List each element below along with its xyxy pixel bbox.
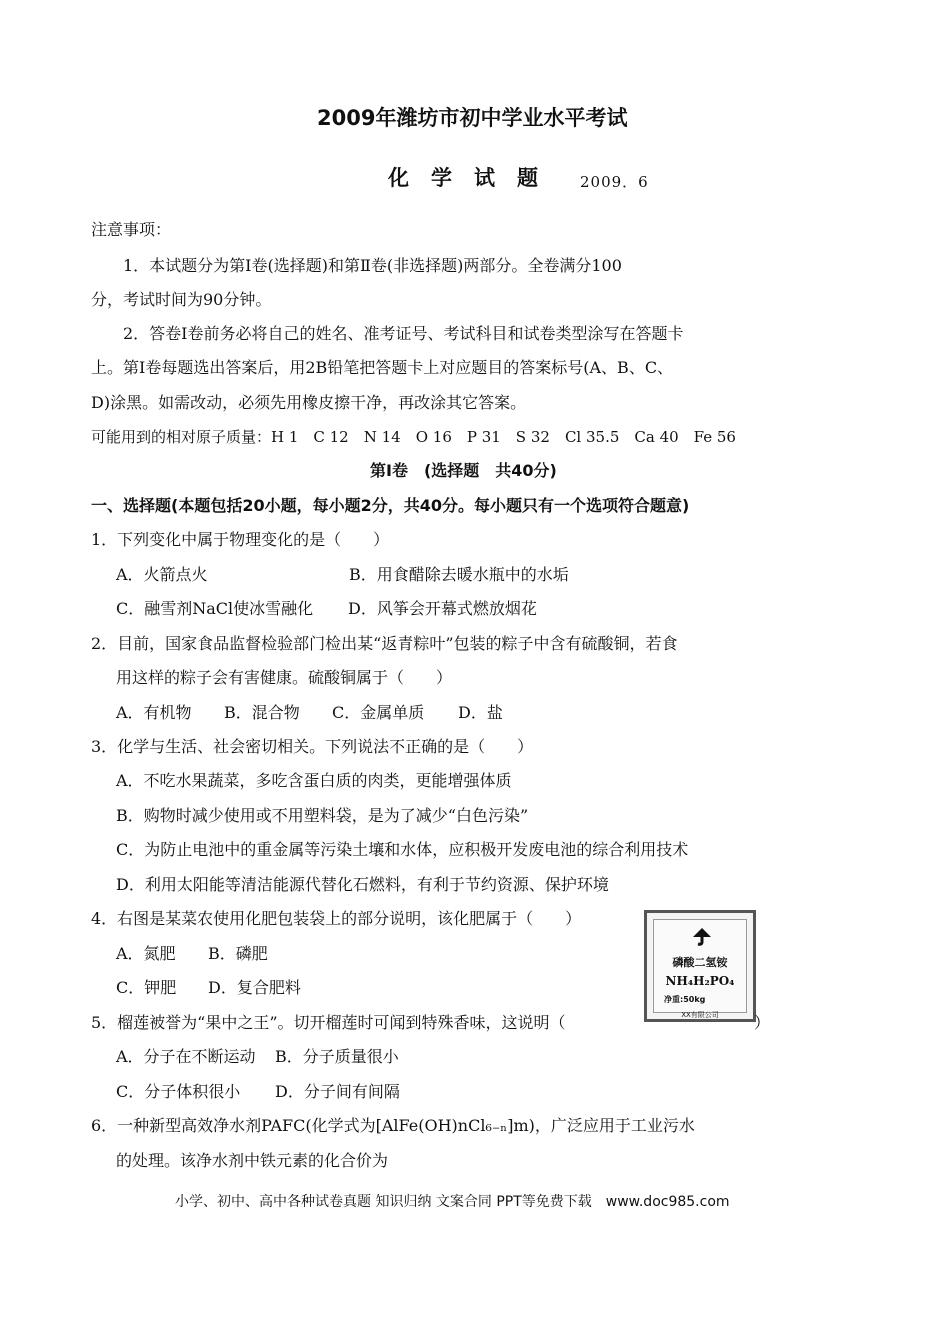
question-2-option-b: B．混合物 [224, 703, 300, 722]
question-1-option-c: C．融雪剂NaCl使冰雪融化 [116, 599, 314, 618]
question-4-stem: 4．右图是某菜农使用化肥包装袋上的部分说明，该化肥属于（ ） [91, 909, 582, 928]
page-footer: 小学、初中、高中各种试卷真题 知识归纳 文案合同 PPT等免费下载 www.doc985.com [175, 1194, 730, 1210]
exam-title: 2009年潍坊市初中学业水平考试 [317, 106, 628, 130]
question-3-option-d: D．利用太阳能等清洁能源代替化石燃料，有利于节约资源、保护环境 [116, 875, 609, 894]
question-3-stem: 3．化学与生活、社会密切相关。下列说法不正确的是（ ） [91, 737, 534, 756]
question-4-option-b: B．磷肥 [208, 944, 268, 963]
question-5-option-c: C．分子体积很小 [116, 1082, 241, 1101]
question-6-stem-line-1: 6．一种新型高效净水剂PAFC(化学式为[AlFe(OH)nCl₆₋ₙ]m)，广泛应用于工业污水 [91, 1116, 695, 1135]
subject-title: 化学试题 [388, 166, 560, 190]
question-6-stem-line-2: 的处理。该净水剂中铁元素的化合价为 [116, 1151, 389, 1170]
question-5-close-paren: ） [754, 1013, 771, 1032]
question-2-option-d: D．盐 [458, 703, 503, 722]
fertilizer-name: 磷酸二氢铵 [672, 956, 728, 969]
section-1-heading: 一、选择题(本题包括20小题，每小题2分，共40分。每小题只有一个选项符合题意) [91, 496, 690, 515]
fertilizer-bag-label-image [644, 910, 756, 1022]
fertilizer-company: XX有限公司 [681, 1011, 719, 1019]
notice-item-2-line-3: D)涂黑。如需改动，必须先用橡皮擦干净，再改涂其它答案。 [91, 393, 527, 412]
question-2-option-a: A．有机物 [116, 703, 192, 722]
notice-item-2-line-1: 2．答卷Ⅰ卷前务必将自己的姓名、准考证号、考试科目和试卷类型涂写在答题卡 [123, 324, 684, 343]
notice-item-1-line-1: 1．本试题分为第Ⅰ卷(选择题)和第Ⅱ卷(非选择题)两部分。全卷满分100 [123, 256, 622, 275]
question-4-option-d: D．复合肥料 [208, 978, 301, 997]
question-3-option-c: C．为防止电池中的重金属等污染土壤和水体，应积极开发废电池的综合利用技术 [116, 840, 689, 859]
question-4-option-c: C．钾肥 [116, 978, 177, 997]
question-5-stem: 5．榴莲被誉为“果中之王”。切开榴莲时可闻到特殊香味，这说明（ [91, 1013, 566, 1032]
question-1-option-d: D．风筝会开幕式燃放烟花 [348, 599, 537, 618]
fertilizer-weight: 净重:50kg [664, 995, 706, 1004]
question-1-option-b: B．用食醋除去暖水瓶中的水垢 [349, 565, 569, 584]
atomic-masses: 可能用到的相对原子质量：H 1 C 12 N 14 O 16 P 31 S 32 Cl 35.5 Ca 40 Fe 56 [91, 428, 736, 446]
arrow-up-icon [690, 926, 714, 946]
question-2-option-c: C．金属单质 [332, 703, 425, 722]
question-1-option-a: A．火箭点火 [116, 565, 208, 584]
question-4-option-a: A．氮肥 [116, 944, 176, 963]
fertilizer-formula: NH₄H₂PO₄ [665, 974, 735, 988]
notice-item-1-line-2: 分，考试时间为90分钟。 [91, 290, 272, 309]
question-3-option-b: B．购物时减少使用或不用塑料袋，是为了减少“白色污染” [116, 806, 529, 825]
question-3-option-a: A．不吃水果蔬菜，多吃含蛋白质的肉类，更能增强体质 [116, 771, 512, 790]
question-2-stem-line-1: 2．目前，国家食品监督检验部门检出某“返青粽叶”包装的粽子中含有硫酸铜，若食 [91, 634, 678, 653]
notice-heading: 注意事项： [91, 220, 172, 239]
question-5-option-b: B．分子质量很小 [275, 1047, 399, 1066]
question-2-stem-line-2: 用这样的粽子会有害健康。硫酸铜属于（ ） [116, 668, 453, 687]
notice-item-2-line-2: 上。第Ⅰ卷每题选出答案后，用2B铅笔把答题卡上对应题目的答案标号(A、B、C、 [91, 358, 674, 377]
exam-date: 2009．6 [580, 173, 649, 191]
part-1-heading: 第Ⅰ卷 (选择题 共40分) [370, 461, 557, 480]
question-5-option-a: A．分子在不断运动 [116, 1047, 256, 1066]
question-1-stem: 1．下列变化中属于物理变化的是（ ） [91, 530, 390, 549]
question-5-option-d: D．分子间有间隔 [275, 1082, 400, 1101]
